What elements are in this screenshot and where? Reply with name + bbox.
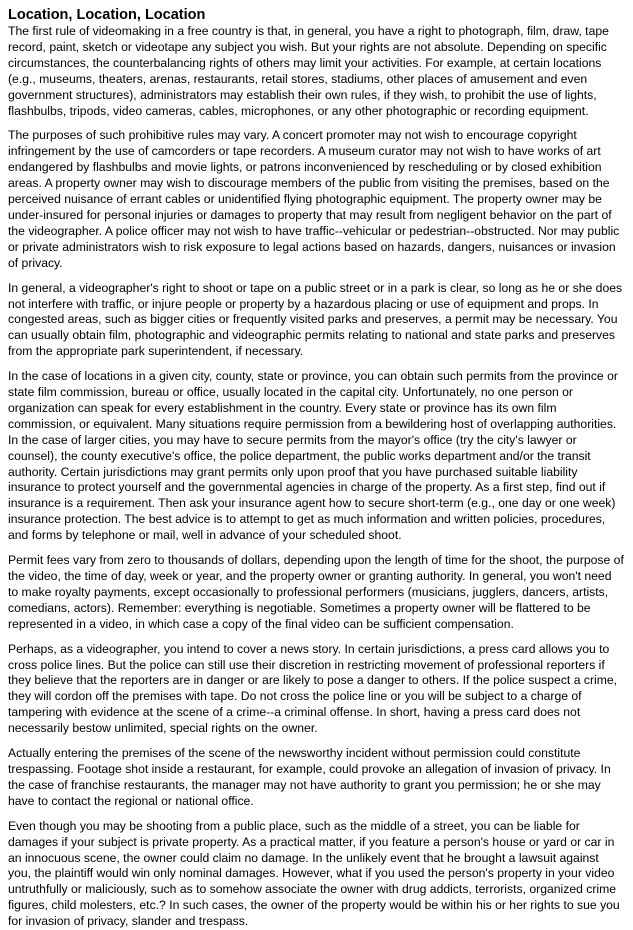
- article-paragraph-3: In general, a videographer's right to shoot or tape on a public street or in a park is clear, so long as he or she does not interfere with traffic, or injure people or property by a hazardous placing or use of equipment and props. In congested areas, such as bigger cities or frequently visited parks and preserves, a permit may be necessary. You can usually obtain film, photographic and videographic permits relating to national and state parks and preserves from the appropriate park superintendent, if necessary.: [8, 280, 623, 359]
- article-paragraph-6: Perhaps, as a videographer, you intend to cover a news story. In certain jurisdictions, a press card allows you to cross police lines. But the police can still use their discretion in restricting movement of professional reporters if they believe that the reporters are in danger or are likely to pose a danger to others. If the police suspect a crime, they will cordon off the premises with tape. Do not cross the police line or you will be subject to a charge of tampering with evidence at the scene of a crime--a criminal offense. In short, having a press card does not necessarily bestow unlimited, special rights on the owner.: [8, 641, 618, 736]
- article-paragraph-1: The first rule of videomaking in a free country is that, in general, you have a right to photograph, film, draw, tape record, paint, sketch or videotape any subject you wish. But your rights are not absolute. Depending on specific circumstances, the counterbalancing rights of others may limit your activities. For example, at certain locations (e.g., museums, theaters, arenas, restaurants, retail stores, stadiums, other places of amusement and even government structures), administrators may establish their own rules, if they wish, to prohibit the use of lights, flashbulbs, tripods, video cameras, cables, microphones, or any other photographic or recording equipment.: [8, 24, 609, 118]
- article-paragraph-7: Actually entering the premises of the scene of the newsworthy incident without permission could constitute trespassing. Footage shot inside a restaurant, for example, could provoke an allegation of invasion of privacy. In the case of franchise restaurants, the manager may not have authority to grant you permission; he or she may have to contact the regional or national office.: [8, 746, 611, 808]
- article-paragraph-5: Permit fees vary from zero to thousands of dollars, depending upon the length of time for the shoot, the purpose of the video, the time of day, week or year, and the property owner or granting authority. In general, you won't need to make royalty payments, except occasionally to professional performers (musicians, jugglers, dancers, artists, comedians, actors). Remember: everything is negotiable. Sometimes a property owner will be flattered to be represented in a video, in which case a copy of the final video can be sufficient compensation.: [8, 553, 624, 631]
- article-title: Location, Location, Location: [8, 7, 206, 23]
- article-paragraph-8: Even though you may be shooting from a public place, such as the middle of a street, you can be liable for damages if your subject is private property. As a practical matter, if you feature a person's house or yard or car in an innocuous scene, the owner could claim no damage. In the unlikely event that he brought a lawsuit against you, the plaintiff would win only nominal damages. However, what if you used the person's property in your video untruthfully or maliciously, such as to somehow associate the owner with drug addicts, terrorists, organized crime figures, child molesters, etc.? In such cases, the owner of the property would be within his or her rights to sue you for invasion of privacy, slander and trespass.: [8, 818, 620, 929]
- article-paragraph-2: The purposes of such prohibitive rules may vary. A concert promoter may not wish to encourage copyright infringement by the use of camcorders or tape recorders. A museum curator may not wish to have works of art endangered by flashbulbs and movie lights, or patrons inconvenienced by rescheduling or by closed exhibition areas. A property owner may wish to discourage members of the public from visiting the premises, based on the perceived nuisance of errant cables or unidentified flying photographic equipment. The property owner may be under-insured for personal injuries or damages to property that may result from negligent behavior on the part of the videographer. A police officer may not wish to have traffic--vehicular or pedestrian--obstructed. Nor may public or private administrators wish to risk exposure to legal actions based on hazards, dangers, nuisances or invasion of privacy.: [8, 128, 620, 270]
- article-paragraph-4: In the case of locations in a given city, county, state or province, you can obtain such permits from the province or state film commission, bureau or office, usually located in the capital city. Unfortunately, no one person or organization can speak for every establishment in the country. Every state or province has its own film commission, or equivalent. Many situations require permission from a bewildering host of overlapping authorities. In the case of larger cities, you may have to secure permits from the mayor's office (try the city's lawyer or counsel), the county executive's office, the police department, the public works department and/or the transit authority. Certain jurisdictions may grant permits only upon proof that you have purchased suitable liability insurance to protect yourself and the governmental agencies in charge of the property. As a first step, find out if insurance is a requirement. Then ask your insurance agent how to secure short-term (e.g., one day or one week) insurance protection. The best advice is to attempt to get as much information and written policies, procedures, and forms by telephone or mail, well in advance of your scheduled shoot.: [8, 369, 618, 543]
